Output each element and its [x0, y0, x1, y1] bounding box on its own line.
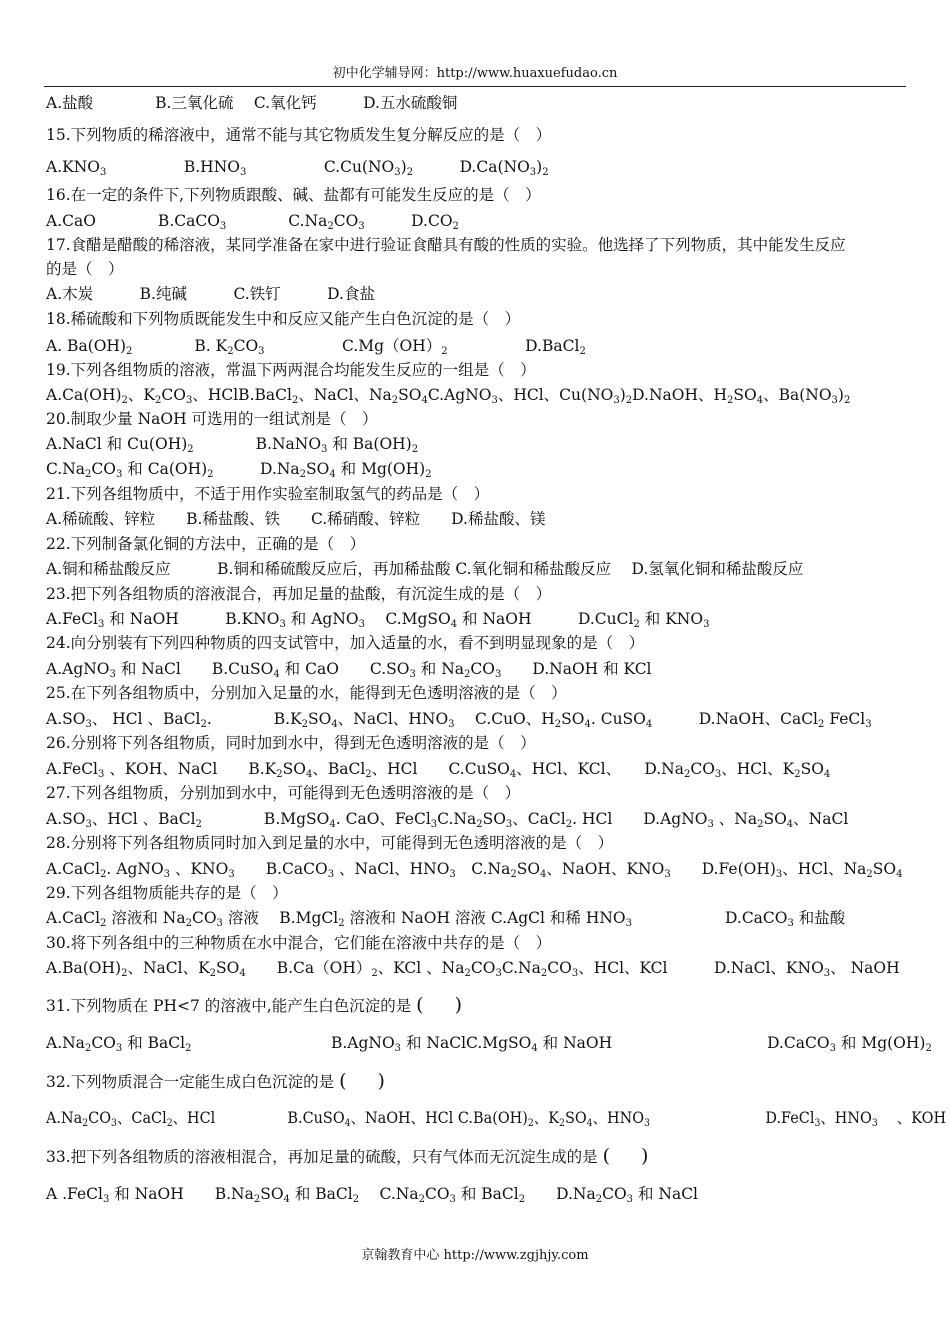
options-15: $A.KNO_3$ $B.HNO_3$ $C.Cu(NO_3)_2$ $D.Ca(NO_3)_2$ [46, 158, 549, 178]
question-28: 28.分别将下列各组物质同时加入到足量的水中，可能得到无色透明溶液的是（ ） [46, 834, 614, 852]
options-27: $A.SO_3$、HCl 、BaCl$_2$ B.MgSO$_4$. CaO、$FeCl_3C.Na_2SO_3$、CaCl$_2$. HCl D.AgNO$_3$ 、$Na_2SO_4$、NaCl [46, 810, 849, 830]
options-18: A. $Ba(OH)_2$ B. $K_2CO_3$ $C.Mg(OH)_2$ D.BaCl$_2$ [46, 337, 586, 357]
options-32: $A.Na_2CO_3$、CaCl$_2$、HCl B.CuSO$_4$、NaOH、HCl $C.Ba(OH)_2$、$K_2SO_4$、$HNO_3$ D.FeCl$_3$、$HNO_3$ 、KOH [46, 1109, 947, 1129]
question-17-cont: 的是（ ） [46, 260, 124, 278]
options-31: $A.Na_2CO_3$ 和 BaCl$_2$ B.AgNO$_3$ 和 NaClC.MgSO$_4$ 和 NaOH D.CaCO$_3$ 和 $Mg(OH)_2$ [46, 1034, 932, 1054]
options-14: A.盐酸 B.三氧化硫 C.氧化钙 D.五水硫酸铜 [46, 94, 458, 112]
question-19: 19.下列各组物质的溶液，常温下两两混合均能发生反应的一组是（ ） [46, 361, 536, 379]
options-20-ab: A.NaCl 和 $Cu(OH)_2$ B.NaNO$_3$ 和 $Ba(OH)_2$ [46, 435, 419, 455]
options-30: $A.Ba(OH)_2$、NaCl、$K_2SO_4$ $B.Ca(OH)_2$、KCl 、$Na_2CO_3C.Na_2CO_3$、HCl、KCl D.NaCl、$KNO_3$、 NaOH [46, 959, 900, 979]
options-21: A.稀硫酸、锌粒 B.稀盐酸、铁 C.稀硝酸、锌粒 D.稀盐酸、镁 [46, 510, 546, 528]
options-24: A.AgNO$_3$ 和 NaCl B.CuSO$_4$ 和 CaO $C.SO_3$ 和 $Na_2CO_3$ D.NaOH 和 KCl [46, 660, 652, 680]
question-15: 15.下列物质的稀溶液中，通常不能与其它物质发生复分解反应的是（ ） [46, 126, 552, 144]
question-29: 29.下列各组物质能共存的是（ ） [46, 884, 288, 902]
question-31: 31.下列物质在 PH<7 的溶液中,能产生白色沉淀的是 ( ) [46, 994, 463, 1016]
question-22: 22.下列制备氯化铜的方法中，正确的是（ ） [46, 535, 366, 553]
question-16: 16.在一定的条件下,下列物质跟酸、碱、盐都有可能发生反应的是（ ） [46, 186, 541, 204]
question-32: 32.下列物质混合一定能生成白色沉淀的是 ( ) [46, 1070, 385, 1092]
options-33: A .FeCl$_3$ 和 NaOH $B.Na_2SO_4$ 和 BaCl$_2$ $C.Na_2CO_3$ 和 BaCl$_2$ $D.Na_2CO_3$ 和 NaCl [46, 1185, 699, 1205]
options-25: $A.SO_3$、 HCl 、BaCl$_2$. $B.K_2SO_4$、NaCl、$HNO_3$ C.CuO、$H_2SO_4$. CuSO$_4$ D.NaOH、CaCl$_2$ FeCl$_3$ [46, 710, 872, 730]
question-30: 30.将下列各组中的三种物质在水中混合，它们能在溶液中共存的是（ ） [46, 934, 552, 952]
page-header: 初中化学辅导网：http://www.huaxuefudao.cn [332, 66, 618, 81]
options-17: A.木炭 B.纯碱 C.铁钉 D.食盐 [46, 285, 375, 303]
header-divider [44, 86, 906, 87]
question-18: 18.稀硫酸和下列物质既能发生中和反应又能产生白色沉淀的是（ ） [46, 310, 521, 328]
options-20-cd: $C.Na_2CO_3$ 和 $Ca(OH)_2$ $D.Na_2SO_4$ 和 $Mg(OH)_2$ [46, 460, 432, 480]
question-23: 23.把下列各组物质的溶液混合，再加足量的盐酸，有沉淀生成的是（ ） [46, 585, 552, 603]
question-27: 27.下列各组物质，分别加到水中，可能得到无色透明溶液的是（ ） [46, 784, 521, 802]
page-footer: 京翰教育中心 http://www.zgjhjy.com [361, 1248, 589, 1263]
question-17: 17.食醋是醋酸的稀溶液，某同学准备在家中进行验证食醋具有酸的性质的实验。他选择了下列物质，其中能发生反应 [46, 236, 846, 254]
options-29: A.CaCl$_2$ 溶液和 $Na_2CO_3$ 溶液 B.MgCl$_2$ 溶液和 NaOH 溶液 C.AgCl 和稀 $HNO_3$ D.CaCO$_3$ 和盐酸 [46, 909, 846, 929]
options-16: A.CaO B.CaCO$_3$ $C.Na_2CO_3$ $D.CO_2$ [46, 212, 459, 232]
question-24: 24.向分别装有下列四种物质的四支试管中，加入适量的水，看不到明显现象的是（ ） [46, 634, 645, 652]
question-25: 25.在下列各组物质中，分别加入足量的水，能得到无色透明溶液的是（ ） [46, 684, 567, 702]
options-19: $A.Ca(OH)_2$、$K_2CO_3$、HClB.BaCl$_2$、NaCl、$Na_2SO_4C.AgNO_3$、HCl、$Cu(NO_3)_2D.NaOH$、$H_2SO_4$、$Ba(NO_3)_2$ [46, 386, 851, 406]
options-22: A.铜和稀盐酸反应 B.铜和稀硫酸反应后，再加稀盐酸 C.氧化铜和稀盐酸反应 D.氢氧化铜和稀盐酸反应 [46, 560, 804, 578]
question-26: 26.分别将下列各组物质，同时加到水中，得到无色透明溶液的是（ ） [46, 734, 536, 752]
question-21: 21.下列各组物质中，不适于用作实验室制取氢气的药品是（ ） [46, 485, 490, 503]
options-26: A.FeCl$_3$ 、KOH、NaCl $B.K_2SO_4$、BaCl$_2$、HCl C.CuSO$_4$、HCl、KCl、 $D.Na_2CO_3$、HCl、$K_2SO_4$ [46, 760, 831, 780]
options-28: A.CaCl$_2$. AgNO$_3$ 、$KNO_3$ B.CaCO$_3$ 、NaCl、$HNO_3$ $C.Na_2SO_4$、NaOH、$KNO_3$ $D.Fe(OH)_3$、HCl、$Na_2SO_4$ [46, 860, 903, 880]
options-23: A.FeCl$_3$ 和 NaOH $B.KNO_3$ 和 AgNO$_3$ C.MgSO$_4$ 和 NaOH D.CuCl$_2$ 和 $KNO_3$ [46, 610, 710, 630]
question-33: 33.把下列各组物质的溶液相混合，再加足量的硫酸，只有气体而无沉淀生成的是 ( ) [46, 1145, 649, 1167]
question-20: 20.制取少量 NaOH 可选用的一组试剂是（ ） [46, 410, 378, 428]
